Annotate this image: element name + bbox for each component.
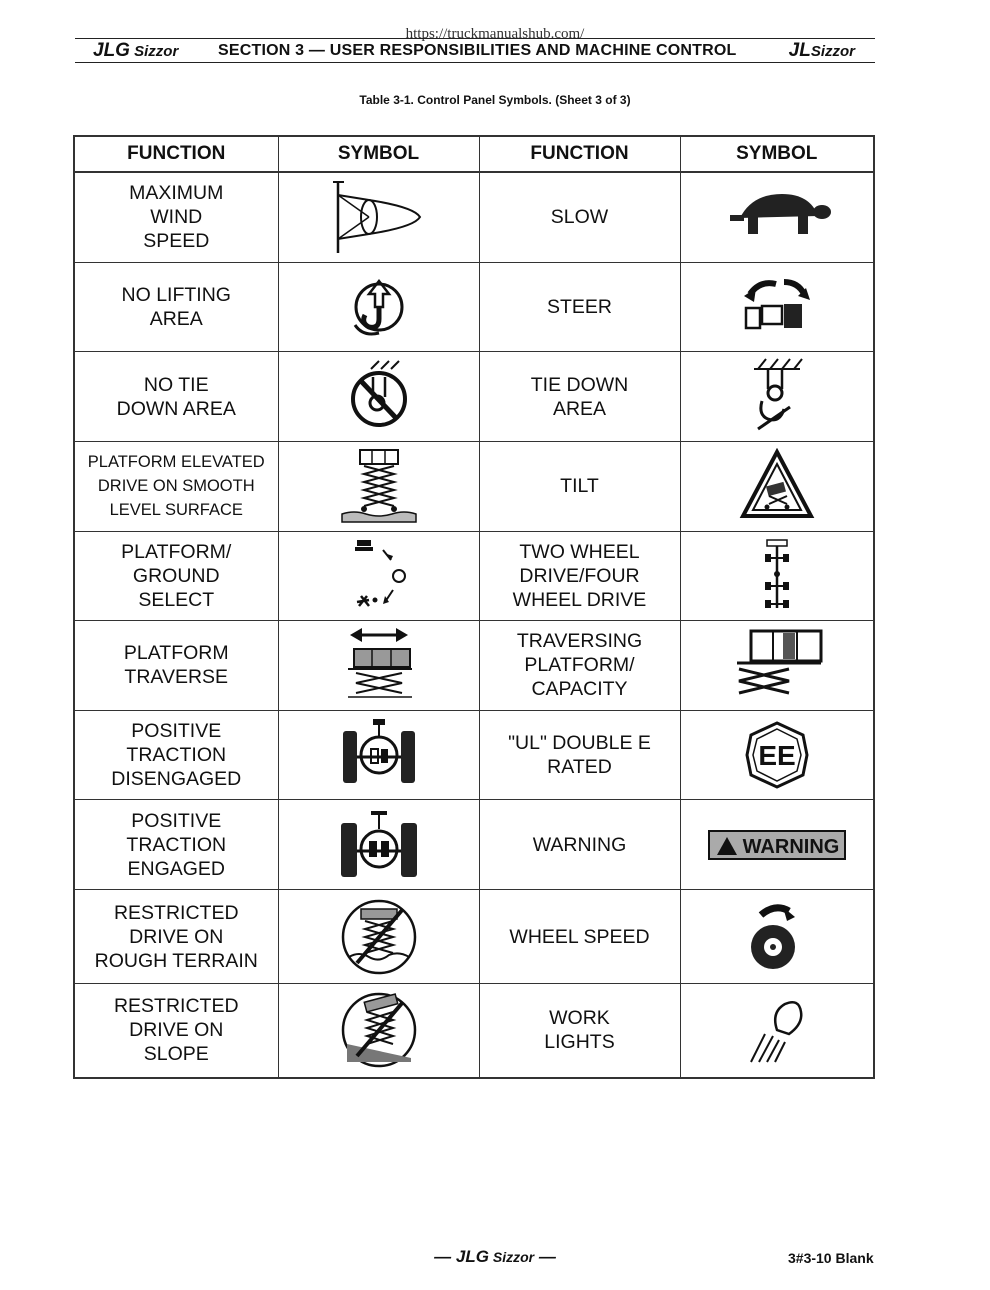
function-label: TIE DOWN AREA [479, 352, 680, 442]
function-label: WORK LIGHTS [479, 983, 680, 1078]
tie-down-icon [680, 352, 874, 442]
windsock-icon [278, 172, 479, 262]
warning-label-text: WARNING [742, 835, 840, 858]
function-label: PLATFORM/ GROUND SELECT [74, 531, 278, 621]
table-header-row [74, 136, 874, 172]
header-top-rule [75, 38, 875, 39]
table-row [74, 531, 874, 621]
function-label: POSITIVE TRACTION ENGAGED [74, 800, 278, 890]
traction-engaged-icon [278, 800, 479, 890]
elevated-smooth-drive-icon [278, 441, 479, 531]
table-row [74, 352, 874, 442]
steer-icon [680, 262, 874, 352]
no-tie-down-icon [278, 352, 479, 442]
two-four-wheel-drive-icon [680, 531, 874, 621]
table-row [74, 262, 874, 352]
header-symbol-left: SYMBOL [278, 136, 479, 172]
header-brand-right: JLSizzor [788, 40, 855, 61]
tilt-warning-icon [680, 441, 874, 531]
table-row [74, 172, 874, 262]
function-label: POSITIVE TRACTION DISENGAGED [74, 710, 278, 800]
source-url[interactable]: https://truckmanualshub.com/ [405, 26, 585, 42]
page-footer-brand: — JLG Sizzor — [434, 1247, 556, 1266]
restricted-slope-icon [278, 983, 479, 1078]
ul-ee-label: EE [758, 740, 796, 772]
traction-disengaged-icon [278, 710, 479, 800]
table-row [74, 800, 874, 890]
header-symbol-right: SYMBOL [680, 136, 874, 172]
function-label: PLATFORM TRAVERSE [74, 621, 278, 711]
warning-label-icon [680, 800, 874, 890]
no-lifting-hook-icon [278, 262, 479, 352]
platform-traverse-icon [278, 621, 479, 711]
function-label: SLOW [479, 172, 680, 262]
function-label: STEER [479, 262, 680, 352]
section-title: SECTION 3 — USER RESPONSIBILITIES AND MACHINE CONTROL [218, 42, 737, 59]
header-function-right: FUNCTION [479, 136, 680, 172]
table-row [74, 441, 874, 531]
function-label: WHEEL SPEED [479, 890, 680, 984]
function-label: MAXIMUM WIND SPEED [74, 172, 278, 262]
page-number: 3#3-10 Blank [788, 1250, 874, 1266]
table-caption: Table 3-1. Control Panel Symbols. (Sheet 3 of 3) [359, 93, 631, 107]
table-row [74, 890, 874, 984]
restricted-rough-terrain-icon [278, 890, 479, 984]
header-brand-left: JLG Sizzor [93, 40, 179, 61]
function-label: TRAVERSING PLATFORM/ CAPACITY [479, 621, 680, 711]
platform-ground-select-icon [278, 531, 479, 621]
work-lights-icon [680, 983, 874, 1078]
function-label: RESTRICTED DRIVE ON ROUGH TERRAIN [74, 890, 278, 984]
function-label: PLATFORM ELEVATED DRIVE ON SMOOTH LEVEL SURFACE [74, 441, 278, 531]
page-header [75, 40, 875, 62]
table-row [74, 621, 874, 711]
function-label: NO TIE DOWN AREA [74, 352, 278, 442]
header-bottom-rule [75, 62, 875, 63]
function-label: "UL" DOUBLE E RATED [479, 710, 680, 800]
table-row [74, 983, 874, 1078]
table-row [74, 710, 874, 800]
control-panel-symbols-table [73, 135, 875, 1079]
header-function-left: FUNCTION [74, 136, 278, 172]
function-label: TWO WHEEL DRIVE/FOUR WHEEL DRIVE [479, 531, 680, 621]
function-label: TILT [479, 441, 680, 531]
function-label: NO LIFTING AREA [74, 262, 278, 352]
function-label: RESTRICTED DRIVE ON SLOPE [74, 983, 278, 1078]
wheel-speed-icon [680, 890, 874, 984]
ul-ee-rated-icon [680, 710, 874, 800]
traversing-capacity-icon [680, 621, 874, 711]
turtle-icon [680, 172, 874, 262]
function-label: WARNING [479, 800, 680, 890]
